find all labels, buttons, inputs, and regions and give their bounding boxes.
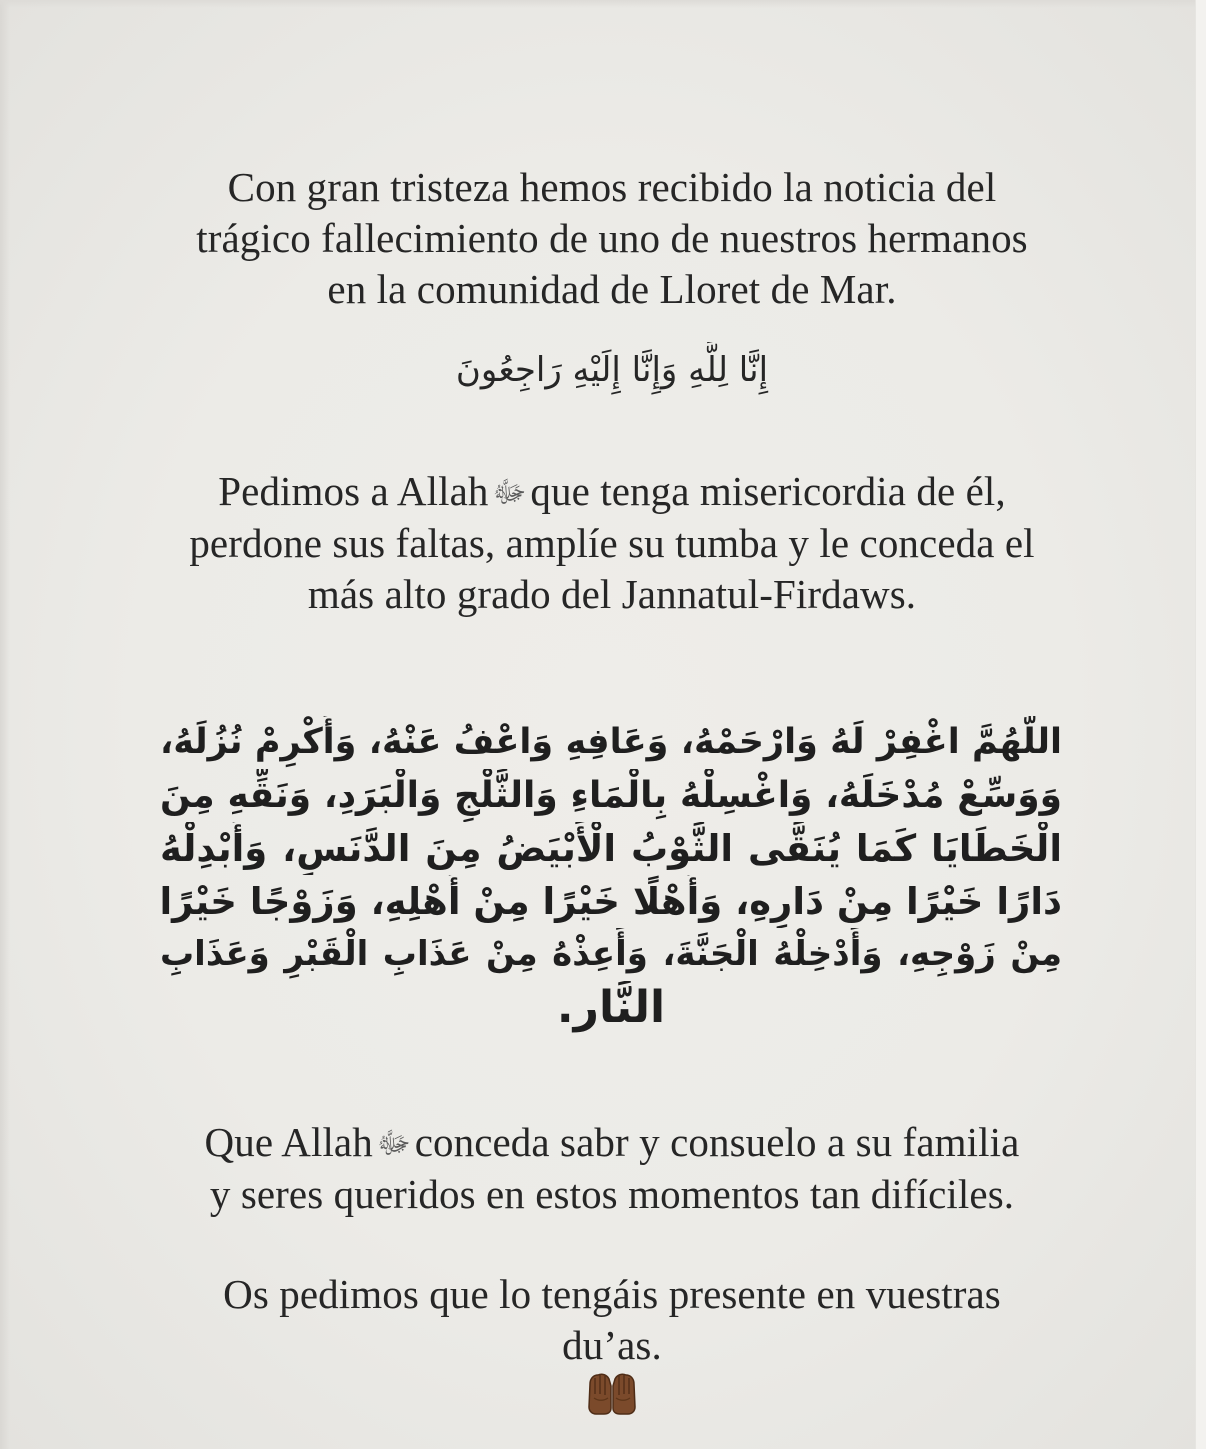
condolence-paragraph bbox=[18, 1117, 1206, 1220]
top-edge-shadow bbox=[0, 0, 1206, 8]
text-line: y seres queridos en estos momentos tan difíciles. bbox=[209, 1171, 1015, 1217]
text-fragment: Que Allah bbox=[204, 1119, 373, 1165]
dua-line: النَّارِ. bbox=[556, 982, 666, 1033]
text-fragment: Pedimos a Allah bbox=[218, 468, 489, 514]
request-paragraph bbox=[18, 1269, 1206, 1371]
text-line: en la comunidad de Lloret de Mar. bbox=[327, 266, 897, 312]
dua-line: وَوَسِّعْ مُدْخَلَهُ، وَاغْسِلْهُ بِالْمَاءِ وَالثَّلْجِ وَالْبَرَدِ، وَنَقِّهِ مِنَ bbox=[160, 775, 1062, 816]
honorific-glyph: ﷻ bbox=[492, 475, 527, 510]
dua-line: الْخَطَايَا كَمَا يُنَقَّى الثَّوْبُ الْأَبْيَضُ مِنَ الدَّنَسِ، وَأَبْدِلْهُ bbox=[160, 827, 1062, 870]
text-line bbox=[112, 466, 1112, 518]
text-line: perdone sus faltas, amplíe su tumba y le conceda el bbox=[189, 520, 1035, 566]
announcement-paragraph bbox=[18, 162, 1206, 315]
honorific-glyph: ﷻ bbox=[376, 1126, 411, 1161]
text-line: más alto grado del Jannatul-Firdaws. bbox=[307, 571, 917, 617]
right-hand-shape bbox=[613, 1374, 635, 1414]
prayer-paragraph bbox=[18, 466, 1206, 620]
left-edge-shadow bbox=[0, 0, 10, 1449]
text-line: trágico fallecimiento de uno de nuestros hermanos bbox=[196, 215, 1028, 261]
text-line: Con gran tristeza hemos recibido la noticia del bbox=[227, 164, 997, 210]
text-line: du’as. bbox=[562, 1322, 662, 1368]
istirja-verse bbox=[18, 342, 1206, 398]
left-hand-shape bbox=[589, 1374, 611, 1414]
text-fragment: conceda sabr y consuelo a su familia bbox=[414, 1119, 1020, 1165]
dua-line: دَارًا خَيْرًا مِنْ دَارِهِ، وَأَهْلًا خَيْرًا مِنْ أَهْلِهِ، وَزَوْجًا خَيْرًا bbox=[160, 880, 1062, 923]
dua-line: اللَّهُمَّ اغْفِرْ لَهُ وَارْحَمْهُ، وَعَافِهِ وَاعْفُ عَنْهُ، وَأَكْرِمْ نُزُلَهُ، bbox=[160, 722, 1062, 762]
text-line: Os pedimos que lo tengáis presente en vuestras bbox=[223, 1271, 1001, 1317]
praying-hands-icon bbox=[586, 1370, 638, 1416]
dua-line: مِنْ زَوْجِهِ، وَأَدْخِلْهُ الْجَنَّةَ، وَأَعِذْهُ مِنْ عَذَابِ الْقَبْرِ وَعَذَابِ bbox=[160, 934, 1062, 974]
text-line bbox=[112, 1117, 1112, 1169]
text-fragment: que tenga misericordia de él, bbox=[530, 468, 1006, 514]
arabic-verse-text: إِنَّا لِلَّهِ وَإِنَّا إِلَيْهِ رَاجِعُونَ bbox=[455, 350, 769, 390]
arabic-dua bbox=[160, 716, 1062, 1034]
